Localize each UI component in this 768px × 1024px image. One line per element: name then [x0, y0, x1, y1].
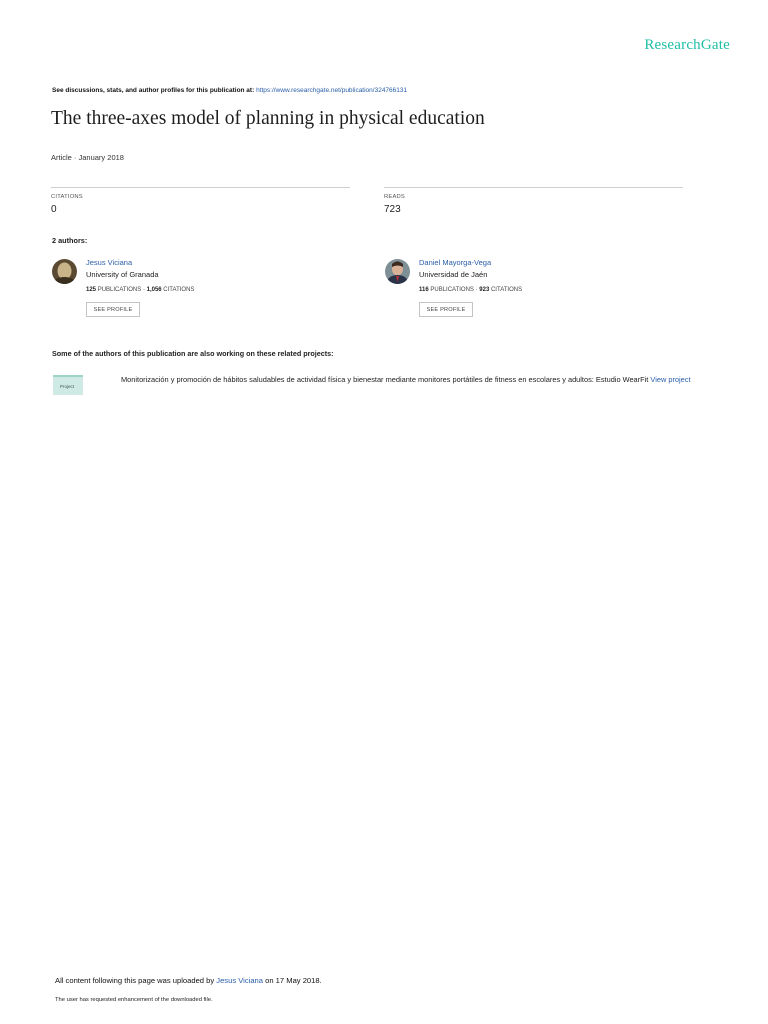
stats-separator: · [142, 287, 145, 293]
publication-meta: Article · January 2018 [51, 153, 124, 162]
researchgate-logo[interactable]: ResearchGate [644, 37, 730, 53]
upload-prefix: All content following this page was uploaded by [55, 976, 215, 985]
authors-heading: 2 authors: [52, 236, 88, 245]
project-title: Monitorización y promoción de hábitos saludables de actividad física y bienestar mediante monitores portátiles de fitness en escolares y adultos: Estudio WearFit [121, 375, 649, 384]
stats-separator: · [475, 287, 478, 293]
citations-label: CITATIONS [51, 194, 83, 200]
author-name-link[interactable]: Jesus Viciana [86, 258, 133, 267]
see-profile-button[interactable]: SEE PROFILE [86, 302, 140, 317]
publication-url-link[interactable]: https://www.researchgate.net/publication/324766131 [256, 87, 408, 94]
see-profile-button[interactable]: SEE PROFILE [419, 302, 473, 317]
project-thumbnail-label: Project [60, 384, 75, 389]
author-stats [419, 287, 522, 293]
author-institution: University of Granada [86, 270, 159, 279]
page-title: The three-axes model of planning in physical education [51, 108, 485, 129]
publications-label: PUBLICATIONS [97, 287, 142, 293]
view-project-link[interactable]: View project [650, 375, 691, 384]
project-description [121, 374, 721, 386]
citation-count: 923 [479, 287, 490, 293]
avatar[interactable] [52, 259, 77, 284]
publications-label: PUBLICATIONS [430, 287, 474, 293]
citations-label: CITATIONS [490, 287, 523, 293]
reads-value: 723 [384, 204, 401, 215]
enhancement-note: The user has requested enhancement of the downloaded file. [55, 997, 213, 1003]
related-projects-heading: Some of the authors of this publication are also working on these related projects: [52, 349, 334, 358]
publication-count: 125 [86, 287, 97, 293]
author-stats [86, 287, 194, 293]
author-name-link[interactable]: Daniel Mayorga-Vega [419, 258, 492, 267]
author-institution: Universidad de Jaén [419, 270, 488, 279]
publication-source-line [52, 87, 407, 94]
citations-value: 0 [51, 204, 57, 215]
upload-date: on 17 May 2018. [265, 976, 322, 985]
upload-notice [55, 976, 322, 985]
author-photo-icon [385, 259, 410, 284]
citations-divider [51, 187, 350, 188]
uploader-link[interactable]: Jesus Viciana [216, 976, 263, 985]
publication-count: 116 [419, 287, 429, 293]
citations-label: CITATIONS [163, 287, 195, 293]
reads-divider [384, 187, 683, 188]
author-photo-icon [52, 259, 77, 284]
citation-count: 1,056 [146, 287, 162, 293]
avatar[interactable] [385, 259, 410, 284]
source-prefix: See discussions, stats, and author profiles for this publication at: [52, 87, 255, 94]
reads-label: READS [384, 194, 405, 200]
project-thumbnail[interactable] [53, 375, 83, 395]
